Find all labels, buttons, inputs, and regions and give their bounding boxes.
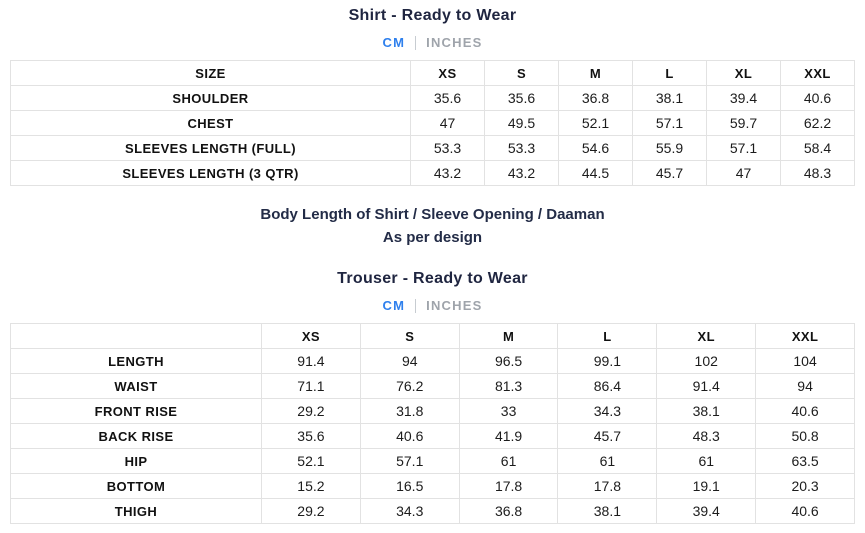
measurement-cell: 81.3	[459, 374, 558, 399]
measurement-cell: 53.3	[411, 136, 485, 161]
measurement-cell: 57.1	[707, 136, 781, 161]
row-label: SHOULDER	[11, 86, 411, 111]
measurement-cell: 96.5	[459, 349, 558, 374]
measurement-cell: 17.8	[459, 474, 558, 499]
measurement-cell: 47	[707, 161, 781, 186]
table-row	[11, 374, 855, 399]
measurement-cell: 61	[558, 449, 657, 474]
table-row	[11, 424, 855, 449]
size-column-header: XL	[707, 61, 781, 86]
measurement-cell: 20.3	[756, 474, 855, 499]
measurement-cell: 86.4	[558, 374, 657, 399]
size-column-header: M	[459, 324, 558, 349]
measurement-cell: 71.1	[262, 374, 361, 399]
row-label: SLEEVES LENGTH (FULL)	[11, 136, 411, 161]
measurement-cell: 34.3	[558, 399, 657, 424]
measurement-cell: 52.1	[262, 449, 361, 474]
measurement-cell: 94	[756, 374, 855, 399]
measurement-cell: 54.6	[559, 136, 633, 161]
measurement-cell: 39.4	[657, 499, 756, 524]
table-row	[11, 499, 855, 524]
size-column-header: L	[633, 61, 707, 86]
measurement-cell: 29.2	[262, 499, 361, 524]
size-column-header: S	[485, 61, 559, 86]
measurement-cell: 39.4	[707, 86, 781, 111]
table-row	[11, 449, 855, 474]
table-row	[11, 86, 855, 111]
trouser-section	[0, 269, 865, 524]
shirt-note	[0, 203, 865, 249]
shirt-section	[0, 6, 865, 186]
table-row	[11, 474, 855, 499]
size-column-header: M	[559, 61, 633, 86]
table-row	[11, 349, 855, 374]
trouser-unit-tabs	[0, 297, 865, 314]
measurement-cell: 91.4	[657, 374, 756, 399]
row-label: SLEEVES LENGTH (3 QTR)	[11, 161, 411, 186]
size-column-header: XS	[411, 61, 485, 86]
row-label: WAIST	[11, 374, 262, 399]
measurement-cell: 36.8	[559, 86, 633, 111]
measurement-cell: 40.6	[756, 399, 855, 424]
measurement-cell: 45.7	[633, 161, 707, 186]
measurement-cell: 47	[411, 111, 485, 136]
measurement-cell: 76.2	[360, 374, 459, 399]
measurement-cell: 40.6	[360, 424, 459, 449]
table-header-row	[11, 61, 855, 86]
table-header-row	[11, 324, 855, 349]
measurement-cell: 49.5	[485, 111, 559, 136]
measurement-cell: 45.7	[558, 424, 657, 449]
row-label: BOTTOM	[11, 474, 262, 499]
measurement-cell: 57.1	[360, 449, 459, 474]
measurement-cell: 99.1	[558, 349, 657, 374]
row-label-header: SIZE	[11, 61, 411, 86]
measurement-cell: 48.3	[657, 424, 756, 449]
measurement-cell: 35.6	[262, 424, 361, 449]
measurement-cell: 36.8	[459, 499, 558, 524]
row-label: THIGH	[11, 499, 262, 524]
measurement-cell: 53.3	[485, 136, 559, 161]
section-spacer	[0, 249, 865, 269]
tab-cm[interactable]: CM	[373, 35, 416, 50]
measurement-cell: 40.6	[781, 86, 855, 111]
row-label: FRONT RISE	[11, 399, 262, 424]
measurement-cell: 58.4	[781, 136, 855, 161]
shirt-size-table	[10, 60, 855, 186]
shirt-section-title: Shirt - Ready to Wear	[348, 7, 517, 24]
size-column-header: S	[360, 324, 459, 349]
measurement-cell: 43.2	[411, 161, 485, 186]
measurement-cell: 91.4	[262, 349, 361, 374]
measurement-cell: 50.8	[756, 424, 855, 449]
row-label: HIP	[11, 449, 262, 474]
measurement-cell: 43.2	[485, 161, 559, 186]
measurement-cell: 44.5	[559, 161, 633, 186]
trouser-section-title: Trouser - Ready to Wear	[337, 270, 528, 287]
table-row	[11, 161, 855, 186]
measurement-cell: 41.9	[459, 424, 558, 449]
shirt-note-line2: As per design	[382, 229, 483, 246]
table-row	[11, 399, 855, 424]
measurement-cell: 29.2	[262, 399, 361, 424]
row-label-header	[11, 324, 262, 349]
measurement-cell: 61	[459, 449, 558, 474]
measurement-cell: 16.5	[360, 474, 459, 499]
tab-inches[interactable]: INCHES	[416, 298, 492, 313]
measurement-cell: 104	[756, 349, 855, 374]
table-row	[11, 136, 855, 161]
measurement-cell: 38.1	[558, 499, 657, 524]
trouser-size-table	[10, 323, 855, 524]
size-column-header: XS	[262, 324, 361, 349]
measurement-cell: 59.7	[707, 111, 781, 136]
measurement-cell: 94	[360, 349, 459, 374]
measurement-cell: 63.5	[756, 449, 855, 474]
measurement-cell: 15.2	[262, 474, 361, 499]
measurement-cell: 34.3	[360, 499, 459, 524]
row-label: LENGTH	[11, 349, 262, 374]
tab-cm[interactable]: CM	[373, 298, 416, 313]
measurement-cell: 57.1	[633, 111, 707, 136]
measurement-cell: 19.1	[657, 474, 756, 499]
measurement-cell: 61	[657, 449, 756, 474]
tab-inches[interactable]: INCHES	[416, 35, 492, 50]
measurement-cell: 38.1	[657, 399, 756, 424]
measurement-cell: 38.1	[633, 86, 707, 111]
measurement-cell: 35.6	[485, 86, 559, 111]
measurement-cell: 62.2	[781, 111, 855, 136]
shirt-note-line1: Body Length of Shirt / Sleeve Opening / Daaman	[260, 206, 605, 223]
measurement-cell: 31.8	[360, 399, 459, 424]
shirt-unit-tabs	[0, 34, 865, 51]
measurement-cell: 35.6	[411, 86, 485, 111]
size-column-header: XXL	[756, 324, 855, 349]
measurement-cell: 33	[459, 399, 558, 424]
measurement-cell: 102	[657, 349, 756, 374]
row-label: BACK RISE	[11, 424, 262, 449]
measurement-cell: 17.8	[558, 474, 657, 499]
size-column-header: XL	[657, 324, 756, 349]
measurement-cell: 40.6	[756, 499, 855, 524]
size-column-header: L	[558, 324, 657, 349]
size-column-header: XXL	[781, 61, 855, 86]
measurement-cell: 55.9	[633, 136, 707, 161]
row-label: CHEST	[11, 111, 411, 136]
measurement-cell: 48.3	[781, 161, 855, 186]
measurement-cell: 52.1	[559, 111, 633, 136]
table-row	[11, 111, 855, 136]
